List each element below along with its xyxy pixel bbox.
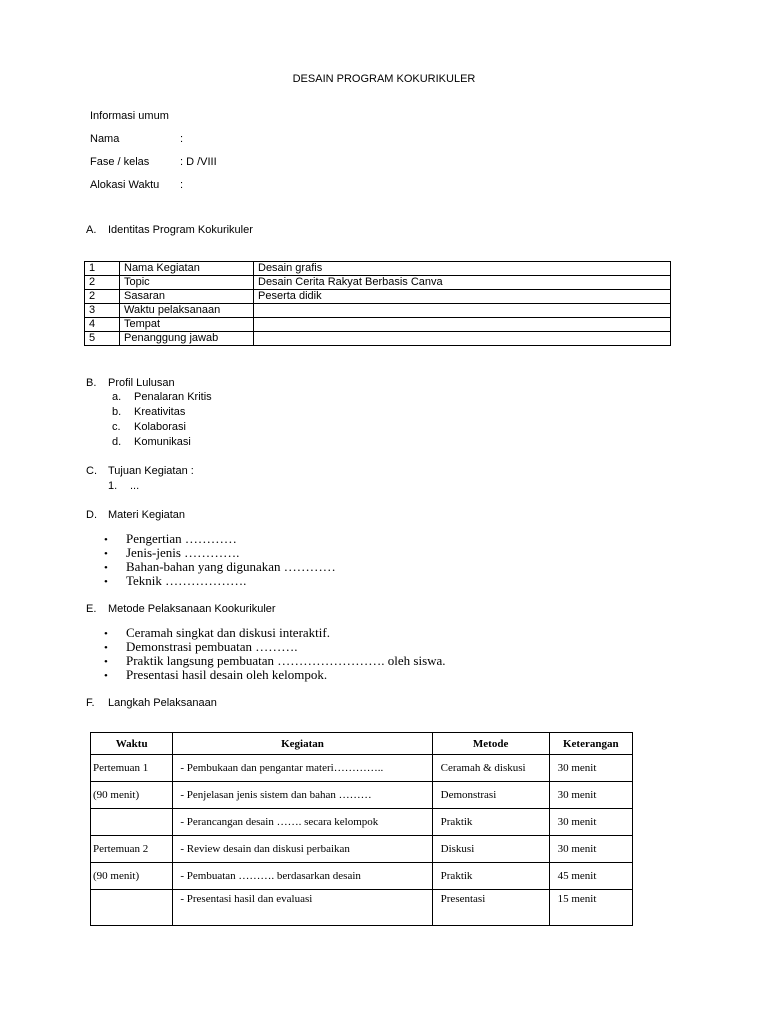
cell-kegiatan: - Presentasi hasil dan evaluasi — [173, 890, 432, 926]
list-item — [104, 560, 336, 574]
section-letter: C. — [86, 465, 97, 477]
metode-list — [104, 626, 446, 682]
section-letter: A. — [86, 224, 97, 236]
bullet-icon: • — [104, 562, 108, 574]
info-value: : — [180, 133, 184, 145]
list-text: Demonstrasi pembuatan ………. — [126, 639, 298, 654]
section-letter: D. — [86, 509, 97, 521]
list-text: Kolaborasi — [134, 421, 186, 433]
section-letter: B. — [86, 377, 97, 389]
table-row — [91, 782, 633, 809]
info-row-nama — [90, 133, 183, 145]
section-e-heading — [86, 603, 276, 615]
info-row-alokasi — [90, 179, 183, 191]
cell-value: Desain Cerita Rakyat Berbasis Canva — [254, 276, 671, 290]
cell-item: Waktu pelaksanaan — [120, 304, 254, 318]
list-text: Ceramah singkat dan diskusi interaktif. — [126, 625, 330, 640]
table-row — [91, 836, 633, 863]
list-item — [104, 654, 446, 668]
info-label: Nama — [90, 133, 120, 145]
header-keterangan: Keterangan — [549, 733, 632, 755]
section-title: Metode Pelaksanaan Kookurikuler — [108, 603, 276, 615]
list-text: Penalaran Kritis — [134, 391, 212, 403]
cell-value — [254, 332, 671, 346]
list-item — [104, 532, 336, 546]
section-b-heading — [86, 377, 175, 389]
list-item — [112, 420, 212, 435]
section-title: Tujuan Kegiatan : — [108, 465, 194, 477]
cell-number: 2 — [85, 276, 120, 290]
cell-item: Sasaran — [120, 290, 254, 304]
bullet-icon: • — [104, 576, 108, 588]
table-row — [85, 318, 671, 332]
profil-list — [112, 390, 212, 450]
cell-metode: Demonstrasi — [432, 782, 549, 809]
cell-item: Nama Kegiatan — [120, 262, 254, 276]
cell-number: 5 — [85, 332, 120, 346]
cell-keterangan: 45 menit — [549, 863, 632, 890]
cell-keterangan: 30 menit — [549, 809, 632, 836]
list-text: Pengertian ………… — [126, 531, 237, 546]
list-text: Presentasi hasil desain oleh kelompok. — [126, 667, 328, 682]
cell-waktu — [91, 809, 173, 836]
info-label: Alokasi Waktu — [90, 179, 160, 191]
section-c-heading — [86, 465, 194, 477]
cell-value — [254, 318, 671, 332]
table-row — [85, 276, 671, 290]
identity-table — [84, 261, 671, 346]
list-item — [112, 435, 212, 450]
info-row-fase — [90, 156, 217, 168]
cell-kegiatan: - Pembukaan dan pengantar materi………….. — [173, 755, 432, 782]
list-text: ... — [130, 480, 140, 492]
bullet-icon: • — [104, 548, 108, 560]
section-a-heading — [86, 224, 253, 236]
cell-item: Penanggung jawab — [120, 332, 254, 346]
cell-metode: Diskusi — [432, 836, 549, 863]
cell-kegiatan: - Review desain dan diskusi perbaikan — [173, 836, 432, 863]
cell-value: Desain grafis — [254, 262, 671, 276]
bullet-icon: • — [104, 534, 108, 546]
cell-kegiatan: - Penjelasan jenis sistem dan bahan ……… — [173, 782, 432, 809]
section-f-heading — [86, 697, 217, 709]
cell-item: Topic — [120, 276, 254, 290]
document-title: DESAIN PROGRAM KOKURIKULER — [292, 73, 476, 85]
table-row — [85, 332, 671, 346]
cell-value — [254, 304, 671, 318]
list-item — [104, 574, 336, 588]
section-title: Identitas Program Kokurikuler — [108, 224, 253, 236]
table-row — [85, 262, 671, 276]
bullet-icon: • — [104, 628, 108, 640]
list-text: Teknik ………………. — [126, 573, 247, 588]
tujuan-list — [108, 479, 139, 494]
cell-keterangan: 30 menit — [549, 755, 632, 782]
cell-keterangan: 30 menit — [549, 836, 632, 863]
cell-waktu: (90 menit) — [91, 782, 173, 809]
table-row — [91, 863, 633, 890]
list-item — [104, 626, 446, 640]
list-text: Komunikasi — [134, 436, 191, 448]
table-row — [85, 304, 671, 318]
cell-metode: Presentasi — [432, 890, 549, 926]
cell-waktu — [91, 890, 173, 926]
cell-kegiatan: - Pembuatan ………. berdasarkan desain — [173, 863, 432, 890]
bullet-icon: • — [104, 642, 108, 654]
cell-waktu: Pertemuan 2 — [91, 836, 173, 863]
list-number: 1. — [108, 480, 118, 492]
header-waktu: Waktu — [91, 733, 173, 755]
info-heading: Informasi umum — [90, 110, 169, 122]
list-item — [104, 668, 446, 682]
info-value: : D /VIII — [180, 156, 217, 168]
info-label: Fase / kelas — [90, 156, 150, 168]
cell-keterangan: 30 menit — [549, 782, 632, 809]
section-title: Materi Kegiatan — [108, 509, 186, 521]
cell-metode: Praktik — [432, 863, 549, 890]
header-kegiatan: Kegiatan — [173, 733, 432, 755]
list-item — [104, 546, 336, 560]
cell-number: 2 — [85, 290, 120, 304]
cell-value: Peserta didik — [254, 290, 671, 304]
cell-waktu: (90 menit) — [91, 863, 173, 890]
list-letter: d. — [112, 436, 122, 448]
cell-item: Tempat — [120, 318, 254, 332]
list-text: Kreativitas — [134, 406, 186, 418]
list-text: Bahan-bahan yang digunakan ………… — [126, 559, 336, 574]
list-item — [112, 405, 212, 420]
section-title: Langkah Pelaksanaan — [108, 697, 217, 709]
section-title: Profil Lulusan — [108, 377, 175, 389]
list-item — [104, 640, 446, 654]
table-row — [91, 890, 633, 926]
section-letter: E. — [86, 603, 97, 615]
cell-kegiatan: - Perancangan desain ……. secara kelompok — [173, 809, 432, 836]
info-value: : — [180, 179, 184, 191]
table-row — [91, 755, 633, 782]
section-letter: F. — [86, 697, 95, 709]
section-d-heading — [86, 509, 185, 521]
steps-table — [90, 732, 633, 926]
list-letter: b. — [112, 406, 122, 418]
cell-metode: Praktik — [432, 809, 549, 836]
table-row — [91, 809, 633, 836]
cell-number: 4 — [85, 318, 120, 332]
table-row — [85, 290, 671, 304]
list-text: Jenis-jenis …………. — [126, 545, 240, 560]
cell-number: 1 — [85, 262, 120, 276]
cell-number: 3 — [85, 304, 120, 318]
list-letter: a. — [112, 391, 122, 403]
table-header-row — [91, 733, 633, 755]
cell-keterangan: 15 menit — [549, 890, 632, 926]
bullet-icon: • — [104, 670, 108, 682]
list-item — [108, 479, 139, 494]
bullet-icon: • — [104, 656, 108, 668]
list-letter: c. — [112, 421, 121, 433]
list-item — [112, 390, 212, 405]
cell-metode: Ceramah & diskusi — [432, 755, 549, 782]
materi-list — [104, 532, 336, 588]
header-metode: Metode — [432, 733, 549, 755]
cell-waktu: Pertemuan 1 — [91, 755, 173, 782]
list-text: Praktik langsung pembuatan ……………………. oleh siswa. — [126, 653, 446, 668]
